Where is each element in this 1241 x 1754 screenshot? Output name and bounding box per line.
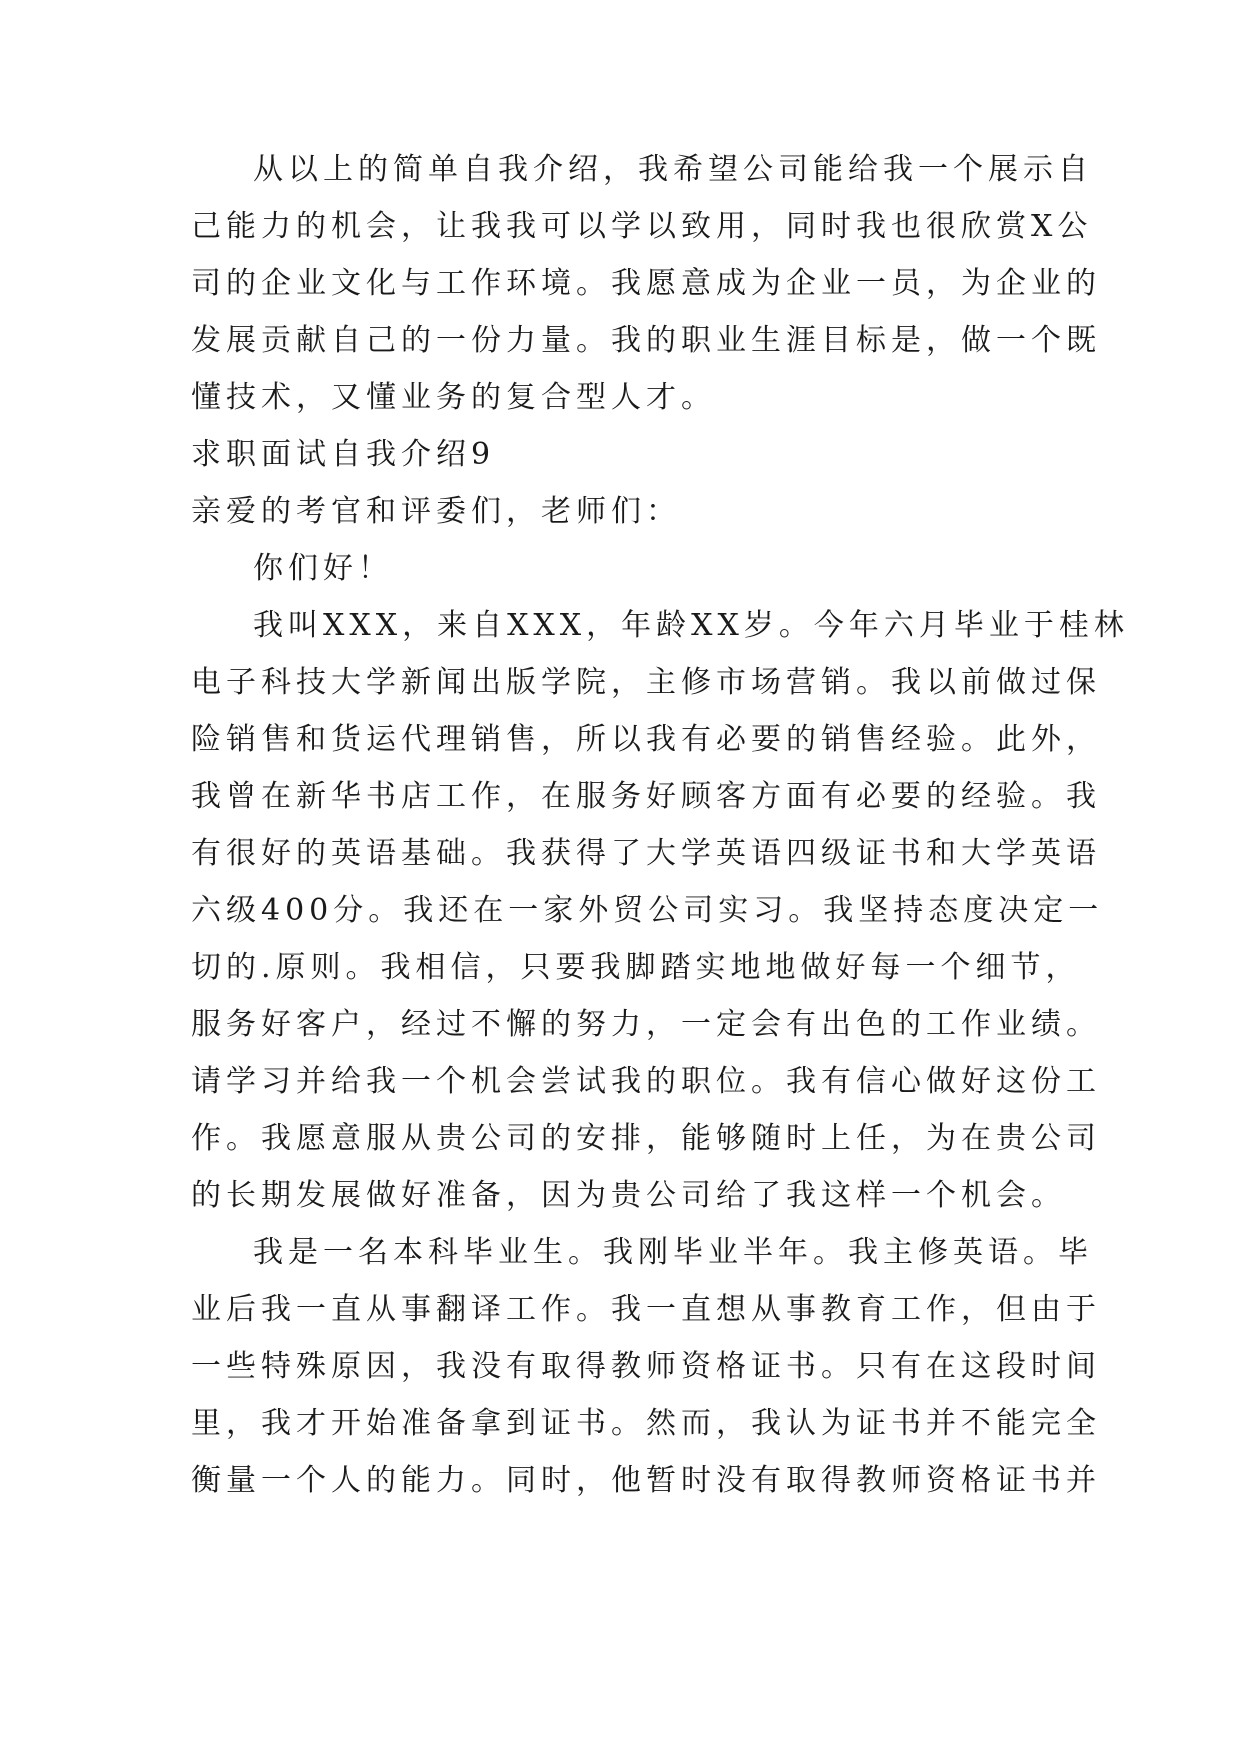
paragraph-line: 险销售和货运代理销售，所以我有必要的销售经验。此外， bbox=[191, 722, 1101, 757]
paragraph-line: 服务好客户，经过不懈的努力，一定会有出色的工作业绩。 bbox=[191, 1007, 1101, 1042]
paragraph-line: 有很好的英语基础。我获得了大学英语四级证书和大学英语 bbox=[191, 836, 1101, 871]
greeting: 你们好！ bbox=[253, 551, 393, 586]
salutation: 亲爱的考官和评委们，老师们： bbox=[191, 494, 681, 529]
paragraph-line: 我叫XXX，来自XXX，年龄XX岁。今年六月毕业于桂林 bbox=[253, 608, 1129, 643]
paragraph-line: 发展贡献自己的一份力量。我的职业生涯目标是，做一个既 bbox=[191, 323, 1101, 358]
paragraph-line: 电子科技大学新闻出版学院，主修市场营销。我以前做过保 bbox=[191, 665, 1101, 700]
paragraph-line: 我曾在新华书店工作，在服务好顾客方面有必要的经验。我 bbox=[191, 779, 1101, 814]
paragraph-line: 我是一名本科毕业生。我刚毕业半年。我主修英语。毕 bbox=[253, 1235, 1093, 1270]
paragraph-line: 懂技术，又懂业务的复合型人才。 bbox=[191, 380, 716, 415]
paragraph-line: 切的.原则。我相信，只要我脚踏实地地做好每一个细节， bbox=[191, 950, 1081, 985]
paragraph-line: 一些特殊原因，我没有取得教师资格证书。只有在这段时间 bbox=[191, 1349, 1101, 1384]
paragraph-line: 请学习并给我一个机会尝试我的职位。我有信心做好这份工 bbox=[191, 1064, 1101, 1099]
paragraph-line: 的长期发展做好准备，因为贵公司给了我这样一个机会。 bbox=[191, 1178, 1066, 1213]
paragraph-line: 己能力的机会，让我我可以学以致用，同时我也很欣赏X公 bbox=[191, 209, 1093, 244]
paragraph-line: 从以上的简单自我介绍，我希望公司能给我一个展示自 bbox=[253, 152, 1093, 187]
paragraph-line: 六级400分。我还在一家外贸公司实习。我坚持态度决定一 bbox=[191, 893, 1104, 928]
paragraph-line: 里，我才开始准备拿到证书。然而，我认为证书并不能完全 bbox=[191, 1406, 1101, 1441]
paragraph-line: 衡量一个人的能力。同时，他暂时没有取得教师资格证书并 bbox=[191, 1463, 1101, 1498]
section-heading: 求职面试自我介绍9 bbox=[191, 437, 496, 472]
paragraph-line: 业后我一直从事翻译工作。我一直想从事教育工作，但由于 bbox=[191, 1292, 1101, 1327]
paragraph-line: 作。我愿意服从贵公司的安排，能够随时上任，为在贵公司 bbox=[191, 1121, 1101, 1156]
paragraph-line: 司的企业文化与工作环境。我愿意成为企业一员，为企业的 bbox=[191, 266, 1101, 301]
